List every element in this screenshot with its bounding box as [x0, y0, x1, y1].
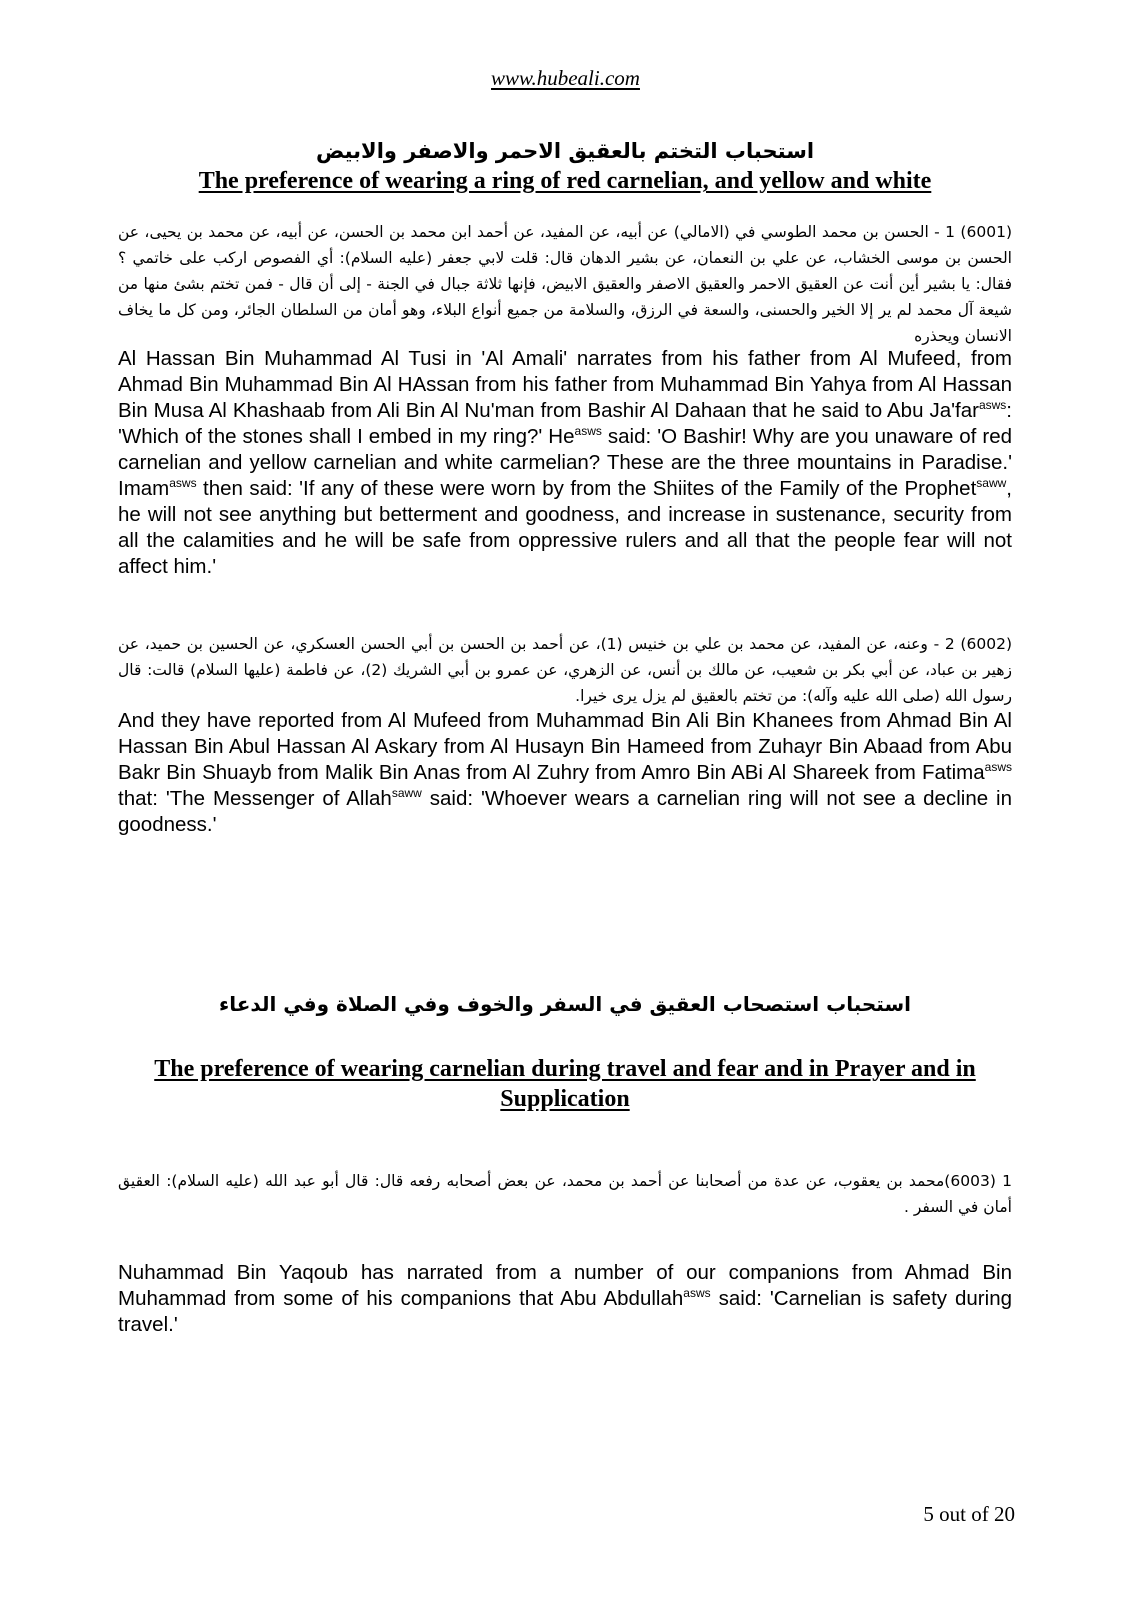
- hadith-6001-text-4: then said: 'If any of these were worn by from the Shiites of the Family of the Prophet: [196, 477, 977, 500]
- honorific-sup: saww: [976, 476, 1007, 491]
- hadith-6001-text-3: said: 'O Bashir! Why are you unaware of red carnelian and yellow carnelian and white carmelian? These are the three mountains in Paradise.' Imam: [118, 425, 1012, 500]
- hadith-6002-text-3: said: 'Whoever wears a carnelian ring will not see a decline in goodness.': [118, 787, 1013, 836]
- honorific-sup: asws: [169, 476, 197, 491]
- honorific-sup: asws: [984, 760, 1012, 775]
- hadith-6003-english: [118, 1260, 1012, 1338]
- hadith-6001-text-2: : 'Which of the stones shall I embed in my ring?' He: [118, 399, 1012, 448]
- page-number: 5 out of 20: [923, 1502, 1015, 1526]
- hadith-6001-text-5: , he will not see anything but betterment and goodness, and increase in sustenance, security from all the calamities and he will be safe from oppressive rulers and all that the people fear will not affect him.': [118, 477, 1012, 578]
- hadith-6001-text-1: Al Hassan Bin Muhammad Al Tusi in 'Al Amali' narrates from his father from Al Mufeed, from Ahmad Bin Muhammad Bin Al HAssan from his father from Muhammad Bin Yahya from Al Hassan Bin Musa Al Khashaab from Ali Bin Al Nu'man from Bashir Al Dahaan that he said to Abu Ja'far: [118, 347, 1012, 422]
- section1-english-title: The preference of wearing a ring of red carnelian, and yellow and white: [198, 168, 932, 194]
- honorific-sup: asws: [574, 424, 602, 439]
- hadith-6001-english: [118, 346, 1012, 580]
- hadith-6003-arabic: 1 (6003)محمد بن يعقوب، عن عدة من أصحابنا عن أحمد بن محمد، عن بعض أصحابه رفعه قال: قال أبو عبد الله (عليه السلام): العقيق أمان في السفر .: [118, 1172, 1012, 1216]
- hadith-6002-text-2: that: 'The Messenger of Allah: [118, 787, 392, 810]
- hadith-6002-arabic: (6002) 2 - وعنه، عن المفيد، عن محمد بن علي بن خنيس (1)، عن أحمد بن الحسن بن أبي الحسن العسكري، عن الحسين بن حميد، عن زهير بن عباد، عن أبي بكر بن شعيب، عن مالك بن أنس، عن الزهري، عن عمرو بن أبي الشريك (2)، عن فاطمة (عليها السلام) قالت: قال رسول الله (صلى الله عليه وآله): من تختم بالعقيق لم يزل يرى خيرا.: [118, 635, 1012, 705]
- hadith-6003-text-2: said: 'Carnelian is safety during travel.': [118, 1287, 1012, 1336]
- section2-arabic-title: استحباب استصحاب العقيق في السفر والخوف وفي الصلاة وفي الدعاء: [219, 992, 911, 1016]
- hadith-6001-arabic: (6001) 1 - الحسن بن محمد الطوسي في (الامالي) عن أبيه، عن المفيد، عن أحمد ابن محمد بن الحسن، عن أبيه، عن محمد بن يحيى، عن الحسن بن موسى الخشاب، عن علي بن النعمان، عن بشير الدهان قال: قلت لابي جعفر (عليه السلام): أي الفصوص اركب على خاتمي ؟ فقال: يا بشير أين أنت عن العقيق الاحمر والعقيق الاصفر والعقيق الابيض، فإنها ثلاثة جبال في الجنة - إلى أن قال - فمن تختم بشئ منها من شيعة آل محمد لم ير إلا الخير والحسنى، والسعة في الرزق، والسلامة من جميع أنواع البلاء، وهو أمان من السلطان الجائر، ومن كل ما يخاف الانسان ويحذره: [118, 223, 1012, 345]
- honorific-sup: asws: [683, 1286, 711, 1301]
- hadith-6003-text-1: Nuhammad Bin Yaqoub has narrated from a number of our companions from Ahmad Bin Muhammad from some of his companions that Abu Abdullah: [118, 1261, 1012, 1310]
- hadith-6002-text-1: And they have reported from Al Mufeed from Muhammad Bin Ali Bin Khanees from Ahmad Bin Al Hassan Bin Abul Hassan Al Askary from Al Husayn Bin Hameed from Zuhayr Bin Abaad from Abu Bakr Bin Shuayb from Malik Bin Anas from Al Zuhry from Amro Bin ABi Al Shareek from Fatima: [118, 709, 1012, 784]
- section1-arabic-title: استحباب التختم بالعقيق الاحمر والاصفر والابيض: [315, 139, 815, 163]
- honorific-sup: saww: [391, 786, 422, 801]
- section2-english-title: The preference of wearing carnelian during travel and fear and in Prayer and in Supplication: [154, 1056, 976, 1112]
- hadith-6002-english: [118, 708, 1012, 838]
- header-url[interactable]: www.hubeali.com: [491, 66, 640, 90]
- honorific-sup: asws: [978, 398, 1007, 413]
